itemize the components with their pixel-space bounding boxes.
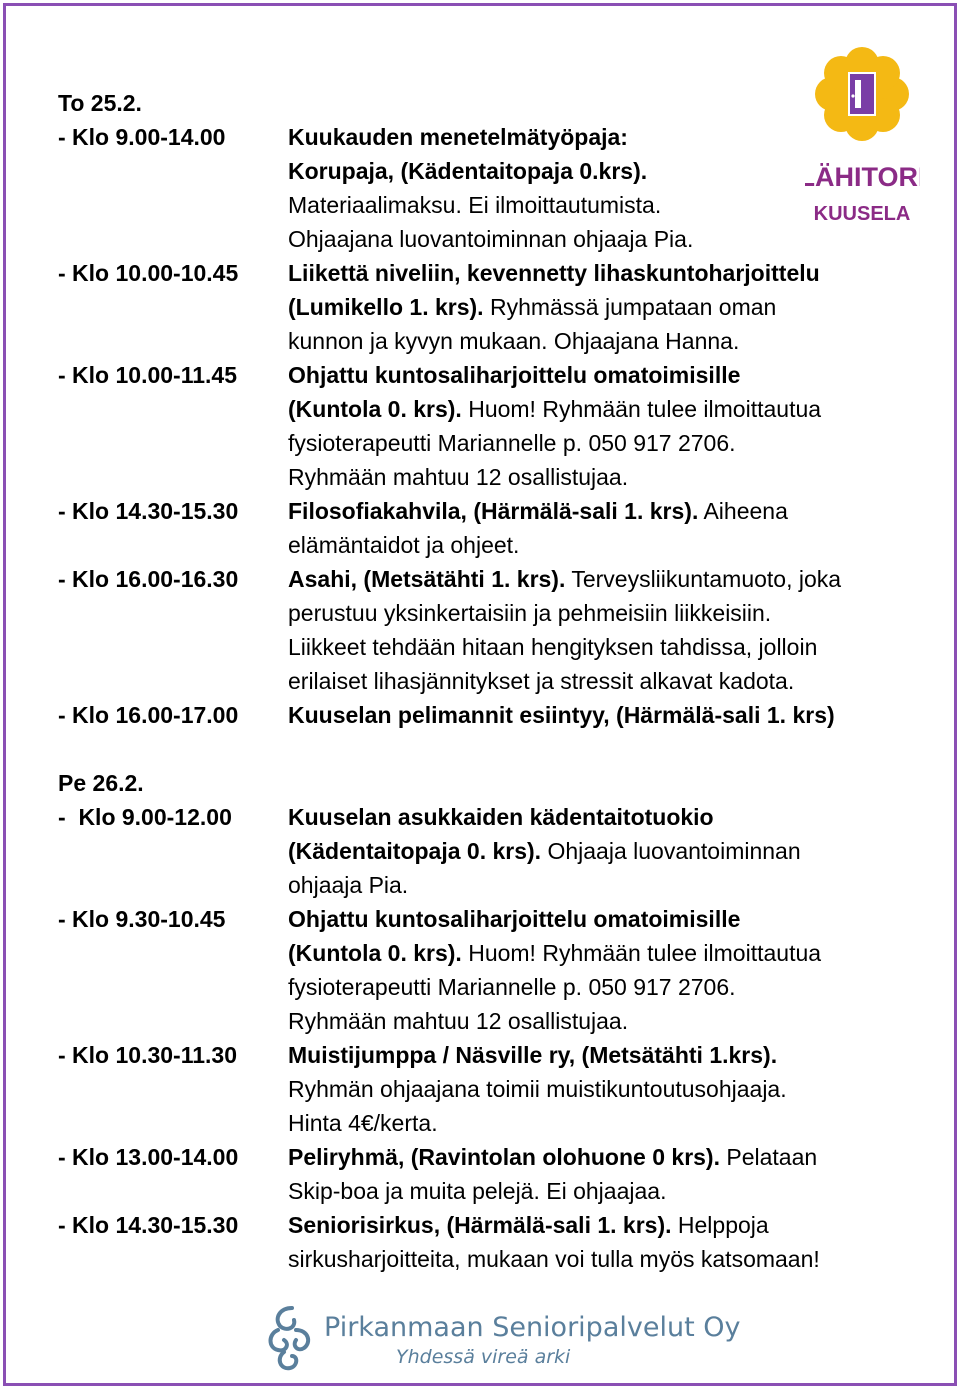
description-line: [288, 324, 918, 358]
event-description: [288, 562, 918, 698]
schedule-event: [58, 1140, 918, 1208]
event-time: - Klo 10.00-11.45: [58, 362, 237, 388]
company-name: Pirkanmaan Senioripalvelut Oy: [324, 1312, 741, 1343]
description-text: Helppoja: [671, 1212, 769, 1238]
description-text: sirkusharjoitteita, mukaan voi tulla myös katsomaan!: [288, 1246, 820, 1272]
description-bold-text: Peliryhmä, (Ravintolan olohuone 0 krs).: [288, 1144, 720, 1170]
description-line: [288, 1038, 918, 1072]
description-bold-text: Ohjattu kuntosaliharjoittelu omatoimisille: [288, 362, 741, 388]
description-bold-text: Kuuselan asukkaiden kädentaitotuokio: [288, 804, 714, 830]
schedule-event: [58, 256, 918, 358]
schedule-event: [58, 562, 918, 698]
schedule-event: [58, 698, 918, 732]
event-description: [288, 120, 918, 256]
description-text: perustuu yksinkertaisiin ja pehmeisiin liikkeisiin.: [288, 600, 772, 626]
event-description: [288, 1038, 918, 1140]
description-text: fysioterapeutti Mariannelle p. 050 917 2706.: [288, 430, 736, 456]
description-text: Huom! Ryhmään tulee ilmoittautua: [461, 396, 822, 422]
schedule-event: [58, 1208, 918, 1276]
schedule-content: [58, 86, 918, 1276]
day-title: To 25.2.: [58, 90, 142, 116]
event-time: - Klo 9.30-10.45: [58, 906, 226, 932]
description-line: [288, 834, 918, 868]
event-time: - Klo 10.30-11.30: [58, 1042, 237, 1068]
schedule-event: [58, 1038, 918, 1140]
description-line: [288, 698, 918, 732]
description-text: erilaiset lihasjännitykset ja stressit alkavat kadota.: [288, 668, 795, 694]
description-bold-text: Seniorisirkus, (Härmälä-sali 1. krs).: [288, 1212, 672, 1238]
event-description: [288, 256, 918, 358]
description-line: [288, 664, 918, 698]
schedule-event: [58, 494, 918, 562]
description-bold-text: Korupaja, (Kädentaitopaja 0.krs).: [288, 158, 648, 184]
event-time: - Klo 9.00-14.00: [58, 124, 226, 150]
event-description: [288, 358, 918, 494]
event-time: - Klo 14.30-15.30: [58, 498, 239, 524]
description-bold-text: Asahi, (Metsätähti 1. krs).: [288, 566, 566, 592]
schedule-event: [58, 800, 918, 902]
event-description: [288, 698, 918, 732]
description-line: [288, 358, 918, 392]
description-text: Pelataan: [719, 1144, 818, 1170]
description-text: elämäntaidot ja ohjeet.: [288, 532, 520, 558]
day-title: Pe 26.2.: [58, 770, 144, 796]
description-line: [288, 562, 918, 596]
event-time: - Klo 16.00-16.30: [58, 566, 239, 592]
description-bold-text: (Lumikello 1. krs).: [288, 294, 484, 320]
event-description: [288, 1140, 918, 1208]
description-line: [288, 120, 918, 154]
description-line: [288, 902, 918, 936]
description-text: Skip-boa ja muita pelejä. Ei ohjaajaa.: [288, 1178, 667, 1204]
description-line: [288, 256, 918, 290]
description-line: [288, 154, 918, 188]
description-text: Terveysliikuntamuoto, joka: [565, 566, 842, 592]
footer-logo: [262, 1300, 741, 1375]
description-line: [288, 1072, 918, 1106]
description-text: Materiaalimaksu. Ei ilmoittautumista.: [288, 192, 662, 218]
description-bold-text: Kuukauden menetelmätyöpaja:: [288, 124, 628, 150]
description-text: ohjaaja Pia.: [288, 872, 409, 898]
description-line: [288, 868, 918, 902]
description-bold-text: Kuuselan pelimannit esiintyy, (Härmälä-sali 1. krs): [288, 702, 835, 728]
event-description: [288, 494, 918, 562]
event-time: - Klo 10.00-10.45: [58, 260, 239, 286]
description-line: [288, 426, 918, 460]
description-line: [288, 1106, 918, 1140]
description-line: [288, 528, 918, 562]
description-line: [288, 290, 918, 324]
description-bold-text: Liikettä niveliin, kevennetty lihaskuntoharjoittelu: [288, 260, 820, 286]
event-time: - Klo 16.00-17.00: [58, 702, 239, 728]
description-bold-text: Muistijumppa / Näsville ry, (Metsätähti 1.krs).: [288, 1042, 778, 1068]
day-spacer: [58, 732, 918, 766]
description-text: Ohjaajana luovantoiminnan ohjaaja Pia.: [288, 226, 694, 252]
description-line: [288, 460, 918, 494]
description-text: Aiheena: [698, 498, 788, 524]
description-text: kunnon ja kyvyn mukaan. Ohjaajana Hanna.: [288, 328, 740, 354]
schedule-event: [58, 358, 918, 494]
company-slogan: Yhdessä vireä arki: [396, 1346, 571, 1368]
event-description: [288, 800, 918, 902]
description-line: [288, 188, 918, 222]
description-line: [288, 494, 918, 528]
logo-word-lahitori: LÄHITORI: [805, 162, 920, 192]
description-text: Ryhmän ohjaajana toimii muistikuntoutusohjaaja.: [288, 1076, 787, 1102]
event-time: - Klo 13.00-14.00: [58, 1144, 239, 1170]
description-line: [288, 1004, 918, 1038]
description-bold-text: Filosofiakahvila, (Härmälä-sali 1. krs).: [288, 498, 699, 524]
description-bold-text: Ohjattu kuntosaliharjoittelu omatoimisille: [288, 906, 741, 932]
schedule-event: [58, 120, 918, 256]
description-text: Ohjaaja luovantoiminnan: [541, 838, 801, 864]
description-line: [288, 1242, 918, 1276]
description-line: [288, 1208, 918, 1242]
description-text: fysioterapeutti Mariannelle p. 050 917 2706.: [288, 974, 736, 1000]
description-text: Ryhmään mahtuu 12 osallistujaa.: [288, 1008, 629, 1034]
event-time: - Klo 9.00-12.00: [58, 804, 232, 830]
event-time: - Klo 14.30-15.30: [58, 1212, 239, 1238]
description-text: Ryhmässä jumpataan oman: [483, 294, 777, 320]
event-description: [288, 1208, 918, 1276]
swirl-icon: [262, 1300, 322, 1375]
description-line: [288, 1174, 918, 1208]
description-line: [288, 800, 918, 834]
event-description: [288, 902, 918, 1038]
description-text: Liikkeet tehdään hitaan hengityksen tahdissa, jolloin: [288, 634, 818, 660]
schedule-event: [58, 902, 918, 1038]
description-line: [288, 970, 918, 1004]
description-text: Ryhmään mahtuu 12 osallistujaa.: [288, 464, 629, 490]
description-line: [288, 630, 918, 664]
description-text: Hinta 4€/kerta.: [288, 1110, 438, 1136]
logo-word-kuusela: KUUSELA: [813, 203, 911, 225]
description-bold-text: (Kuntola 0. krs).: [288, 396, 462, 422]
description-line: [288, 1140, 918, 1174]
description-line: [288, 596, 918, 630]
description-text: Huom! Ryhmään tulee ilmoittautua: [461, 940, 822, 966]
description-bold-text: (Kädentaitopaja 0. krs).: [288, 838, 542, 864]
description-line: [288, 392, 918, 426]
description-line: [288, 936, 918, 970]
description-line: [288, 222, 918, 256]
description-bold-text: (Kuntola 0. krs).: [288, 940, 462, 966]
